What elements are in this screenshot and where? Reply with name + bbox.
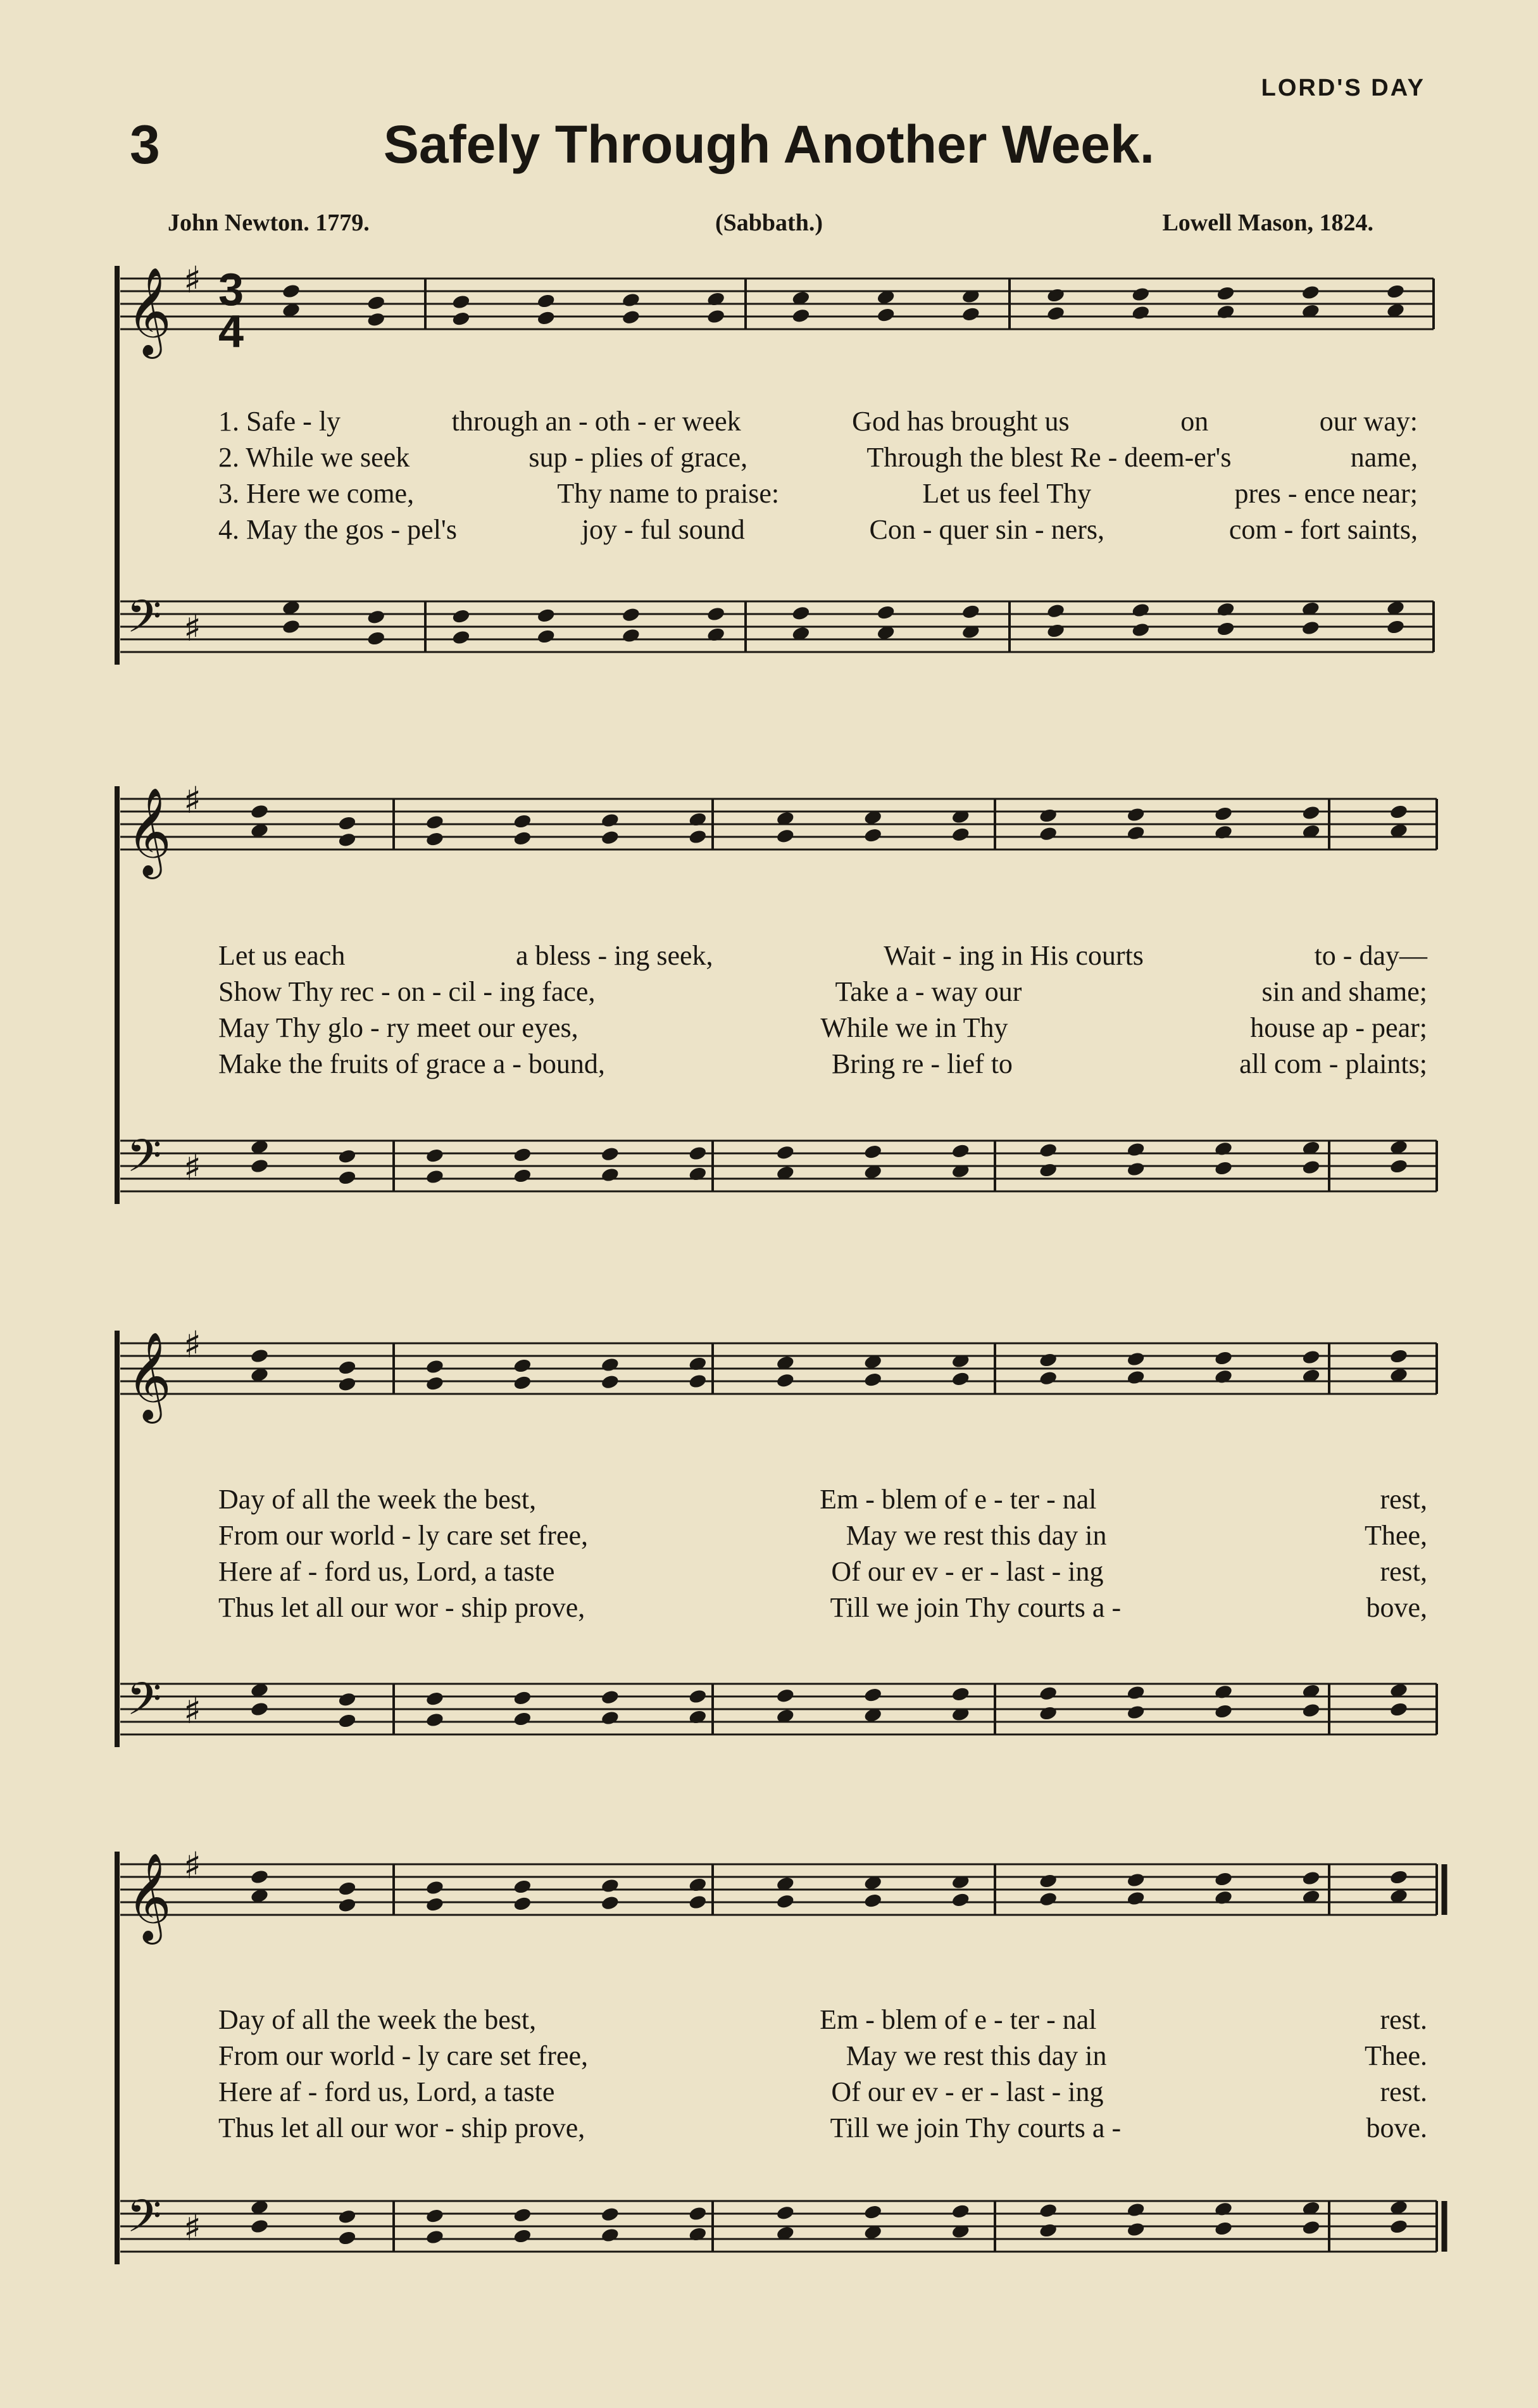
verse-4-line-1: 4. May the gos - pel's joy - ful sound Con - quer sin - ners, com - fort saints,	[218, 514, 1418, 545]
svg-text:𝄞: 𝄞	[127, 1853, 172, 1941]
time-signature	[218, 265, 244, 357]
verse-3-line-1: 3. Here we come, Thy name to praise: Let us feel Thy pres - ence near;	[218, 478, 1418, 509]
svg-text:𝄞: 𝄞	[127, 1332, 172, 1420]
verse-2-line-3: From our world - ly care set free, May we rest this day in Thee,	[218, 1520, 1427, 1551]
section-label: LORD'S DAY	[1261, 75, 1425, 101]
verse-4-line-4: Thus let all our wor - ship prove, Till we join Thy courts a - bove.	[218, 2112, 1427, 2143]
svg-text:♯: ♯	[184, 1844, 202, 1887]
hymn-number: 3	[130, 115, 160, 175]
staff-lines	[120, 279, 1437, 2252]
verse-1-line-1: 1. Safe - ly through an - oth - er week God has brought us on our way:	[218, 406, 1418, 437]
svg-text:♯: ♯	[184, 258, 202, 301]
verse-1-line-4: Day of all the week the best, Em - blem of e - ter - nal rest.	[218, 2004, 1427, 2035]
verse-3-line-4: Here af - ford us, Lord, a taste Of our ev - er - last - ing rest.	[218, 2076, 1427, 2107]
clefs	[127, 258, 201, 2254]
svg-text:𝄢: 𝄢	[127, 1673, 162, 1736]
time-signature-bottom: 4	[218, 306, 244, 357]
verse-3-line-3: Here af - ford us, Lord, a taste Of our ev - er - last - ing rest,	[218, 1556, 1427, 1587]
svg-text:♯: ♯	[184, 606, 202, 649]
svg-text:♯: ♯	[184, 1689, 202, 1732]
author-credit: John Newton. 1779.	[168, 210, 370, 236]
svg-text:𝄢: 𝄢	[127, 2190, 162, 2254]
svg-text:𝄞: 𝄞	[127, 267, 172, 355]
verse-2-line-4: From our world - ly care set free, May we rest this day in Thee.	[218, 2040, 1427, 2071]
svg-text:𝄢: 𝄢	[127, 1130, 162, 1193]
noteheads	[250, 283, 1409, 2246]
tune-name: (Sabbath.)	[715, 210, 823, 236]
verse-3-line-2: May Thy glo - ry meet our eyes, While we in Thy house ap - pear;	[218, 1012, 1427, 1043]
barlines	[117, 266, 1444, 2264]
hymn-title: Safely Through Another Week.	[383, 115, 1155, 174]
composer-credit: Lowell Mason, 1824.	[1162, 210, 1373, 236]
verse-2-line-2: Show Thy rec - on - cil - ing face, Take a - way our sin and shame;	[218, 976, 1427, 1007]
verse-4-line-2: Make the fruits of grace a - bound, Bring re - lief to all com - plaints;	[218, 1048, 1427, 1079]
svg-text:𝄢: 𝄢	[127, 591, 162, 654]
verse-4-line-3: Thus let all our wor - ship prove, Till we join Thy courts a - bove,	[218, 1592, 1427, 1623]
verse-2-line-1: 2. While we seek sup - plies of grace, Through the blest Re - deem-er's name,	[218, 442, 1418, 473]
svg-text:♯: ♯	[184, 1146, 202, 1189]
verse-1-line-2: Let us each a bless - ing seek, Wait - ing in His courts to - day—	[218, 940, 1427, 971]
svg-text:♯: ♯	[184, 779, 202, 822]
time-signature-top: 3	[218, 265, 244, 315]
verse-1-line-3: Day of all the week the best, Em - blem of e - ter - nal rest,	[218, 1484, 1427, 1515]
svg-text:♯: ♯	[184, 1323, 202, 1366]
svg-text:𝄞: 𝄞	[127, 787, 172, 875]
svg-text:♯: ♯	[184, 2206, 202, 2249]
